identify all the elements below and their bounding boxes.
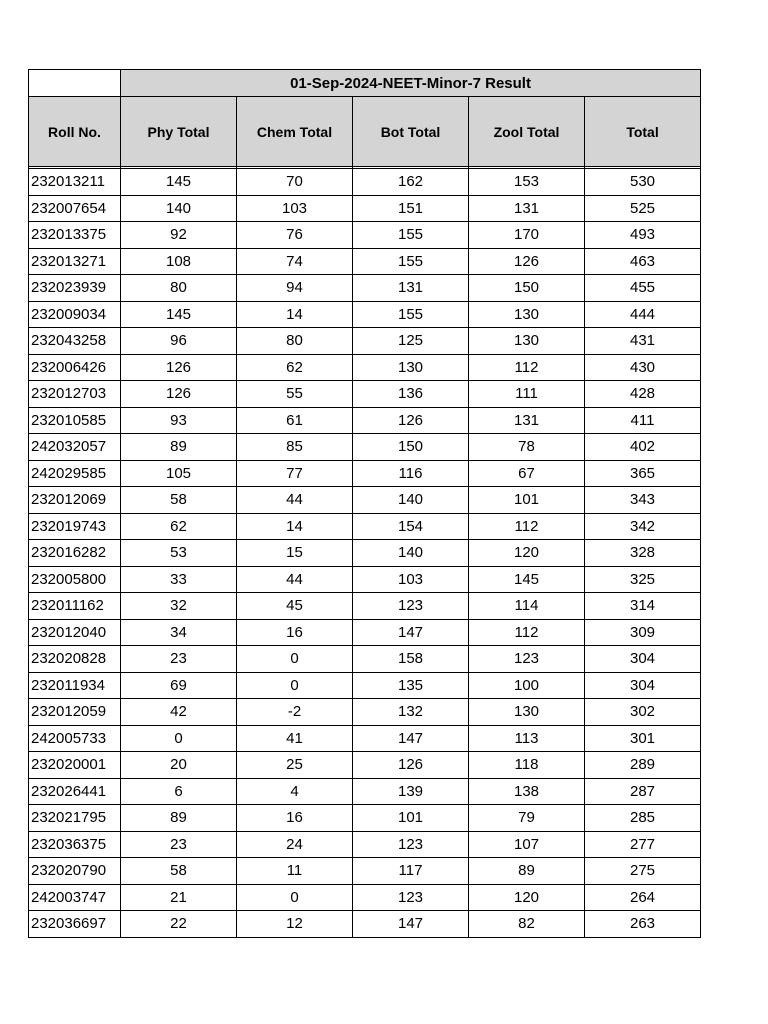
chem-total-cell: 74: [237, 248, 353, 275]
bot-total-cell: 126: [353, 752, 469, 779]
table-row: [29, 831, 701, 858]
zool-total-cell: 78: [469, 434, 585, 461]
chem-total-cell: 76: [237, 222, 353, 249]
zool-total-cell: 145: [469, 566, 585, 593]
chem-total-cell: 44: [237, 566, 353, 593]
bot-total-cell: 103: [353, 566, 469, 593]
bot-total-cell: 147: [353, 911, 469, 938]
roll-no-cell: 232013211: [29, 169, 121, 196]
bot-total-cell: 136: [353, 381, 469, 408]
total-cell: 342: [585, 513, 701, 540]
zool-total-cell: 131: [469, 195, 585, 222]
phy-total-cell: 58: [121, 858, 237, 885]
chem-total-cell: 44: [237, 487, 353, 514]
phy-total-cell: 126: [121, 381, 237, 408]
phy-total-cell: 21: [121, 884, 237, 911]
total-cell: 287: [585, 778, 701, 805]
zool-total-cell: 100: [469, 672, 585, 699]
bot-total-cell: 154: [353, 513, 469, 540]
chem-total-cell: 61: [237, 407, 353, 434]
total-cell: 309: [585, 619, 701, 646]
bot-total-cell: 147: [353, 619, 469, 646]
phy-total-cell: 53: [121, 540, 237, 567]
roll-no-cell: 242032057: [29, 434, 121, 461]
header-zool-total: Zool Total: [469, 97, 585, 167]
phy-total-cell: 32: [121, 593, 237, 620]
phy-total-cell: 89: [121, 805, 237, 832]
phy-total-cell: 22: [121, 911, 237, 938]
phy-total-cell: 23: [121, 646, 237, 673]
bot-total-cell: 123: [353, 884, 469, 911]
phy-total-cell: 93: [121, 407, 237, 434]
header-bot-total: Bot Total: [353, 97, 469, 167]
phy-total-cell: 105: [121, 460, 237, 487]
total-cell: 314: [585, 593, 701, 620]
chem-total-cell: 24: [237, 831, 353, 858]
total-cell: 430: [585, 354, 701, 381]
phy-total-cell: 69: [121, 672, 237, 699]
zool-total-cell: 113: [469, 725, 585, 752]
bot-total-cell: 123: [353, 593, 469, 620]
chem-total-cell: 103: [237, 195, 353, 222]
table-row: [29, 619, 701, 646]
chem-total-cell: 55: [237, 381, 353, 408]
zool-total-cell: 130: [469, 301, 585, 328]
zool-total-cell: 107: [469, 831, 585, 858]
chem-total-cell: 45: [237, 593, 353, 620]
roll-no-cell: 232016282: [29, 540, 121, 567]
roll-no-cell: 232012040: [29, 619, 121, 646]
phy-total-cell: 145: [121, 301, 237, 328]
chem-total-cell: 15: [237, 540, 353, 567]
total-cell: 325: [585, 566, 701, 593]
table-row: [29, 169, 701, 196]
roll-no-cell: 232006426: [29, 354, 121, 381]
roll-no-cell: 232021795: [29, 805, 121, 832]
bot-total-cell: 140: [353, 540, 469, 567]
total-cell: 343: [585, 487, 701, 514]
total-cell: 263: [585, 911, 701, 938]
roll-no-cell: 232009034: [29, 301, 121, 328]
roll-no-cell: 232010585: [29, 407, 121, 434]
table-row: [29, 513, 701, 540]
table-row: [29, 540, 701, 567]
zool-total-cell: 101: [469, 487, 585, 514]
zool-total-cell: 126: [469, 248, 585, 275]
bot-total-cell: 123: [353, 831, 469, 858]
bot-total-cell: 139: [353, 778, 469, 805]
zool-total-cell: 130: [469, 328, 585, 355]
phy-total-cell: 126: [121, 354, 237, 381]
bot-total-cell: 155: [353, 248, 469, 275]
total-cell: 431: [585, 328, 701, 355]
chem-total-cell: 14: [237, 301, 353, 328]
total-cell: 304: [585, 646, 701, 673]
total-cell: 463: [585, 248, 701, 275]
zool-total-cell: 111: [469, 381, 585, 408]
total-cell: 289: [585, 752, 701, 779]
roll-no-cell: 232005800: [29, 566, 121, 593]
phy-total-cell: 96: [121, 328, 237, 355]
header-row: [29, 97, 701, 167]
table-row: [29, 195, 701, 222]
bot-total-cell: 130: [353, 354, 469, 381]
chem-total-cell: 41: [237, 725, 353, 752]
zool-total-cell: 170: [469, 222, 585, 249]
bot-total-cell: 140: [353, 487, 469, 514]
bot-total-cell: 155: [353, 301, 469, 328]
zool-total-cell: 67: [469, 460, 585, 487]
roll-no-cell: 242029585: [29, 460, 121, 487]
total-cell: 275: [585, 858, 701, 885]
total-cell: 365: [585, 460, 701, 487]
bot-total-cell: 117: [353, 858, 469, 885]
bot-total-cell: 162: [353, 169, 469, 196]
table-row: [29, 884, 701, 911]
roll-no-cell: 232043258: [29, 328, 121, 355]
total-cell: 455: [585, 275, 701, 302]
phy-total-cell: 80: [121, 275, 237, 302]
table-row: [29, 381, 701, 408]
table-row: [29, 354, 701, 381]
zool-total-cell: 112: [469, 619, 585, 646]
phy-total-cell: 34: [121, 619, 237, 646]
zool-total-cell: 82: [469, 911, 585, 938]
total-cell: 264: [585, 884, 701, 911]
chem-total-cell: 11: [237, 858, 353, 885]
chem-total-cell: 14: [237, 513, 353, 540]
chem-total-cell: 70: [237, 169, 353, 196]
chem-total-cell: 0: [237, 884, 353, 911]
roll-no-cell: 232013271: [29, 248, 121, 275]
zool-total-cell: 131: [469, 407, 585, 434]
roll-no-cell: 232012059: [29, 699, 121, 726]
zool-total-cell: 120: [469, 540, 585, 567]
zool-total-cell: 89: [469, 858, 585, 885]
bot-total-cell: 158: [353, 646, 469, 673]
table-row: [29, 248, 701, 275]
roll-no-cell: 232020001: [29, 752, 121, 779]
phy-total-cell: 140: [121, 195, 237, 222]
table-row: [29, 858, 701, 885]
table-row: [29, 328, 701, 355]
chem-total-cell: 25: [237, 752, 353, 779]
phy-total-cell: 20: [121, 752, 237, 779]
zool-total-cell: 114: [469, 593, 585, 620]
bot-total-cell: 150: [353, 434, 469, 461]
roll-no-cell: 232020828: [29, 646, 121, 673]
table-title: 01-Sep-2024-NEET-Minor-7 Result: [121, 70, 701, 97]
zool-total-cell: 123: [469, 646, 585, 673]
total-cell: 277: [585, 831, 701, 858]
table-row: [29, 487, 701, 514]
zool-total-cell: 120: [469, 884, 585, 911]
table-row: [29, 778, 701, 805]
zool-total-cell: 150: [469, 275, 585, 302]
bot-total-cell: 132: [353, 699, 469, 726]
table-row: [29, 593, 701, 620]
phy-total-cell: 92: [121, 222, 237, 249]
chem-total-cell: 94: [237, 275, 353, 302]
chem-total-cell: 4: [237, 778, 353, 805]
chem-total-cell: 0: [237, 672, 353, 699]
phy-total-cell: 0: [121, 725, 237, 752]
chem-total-cell: 16: [237, 805, 353, 832]
roll-no-cell: 232011934: [29, 672, 121, 699]
zool-total-cell: 138: [469, 778, 585, 805]
bot-total-cell: 155: [353, 222, 469, 249]
zool-total-cell: 79: [469, 805, 585, 832]
phy-total-cell: 62: [121, 513, 237, 540]
table-row: [29, 699, 701, 726]
zool-total-cell: 112: [469, 354, 585, 381]
table-row: [29, 407, 701, 434]
phy-total-cell: 33: [121, 566, 237, 593]
roll-no-cell: 232020790: [29, 858, 121, 885]
total-cell: 444: [585, 301, 701, 328]
table-row: [29, 301, 701, 328]
phy-total-cell: 58: [121, 487, 237, 514]
bot-total-cell: 125: [353, 328, 469, 355]
roll-no-cell: 242003747: [29, 884, 121, 911]
table-row: [29, 672, 701, 699]
total-cell: 304: [585, 672, 701, 699]
phy-total-cell: 42: [121, 699, 237, 726]
table-row: [29, 805, 701, 832]
phy-total-cell: 89: [121, 434, 237, 461]
roll-no-cell: 232019743: [29, 513, 121, 540]
result-table-body: [29, 70, 701, 938]
total-cell: 402: [585, 434, 701, 461]
table-row: [29, 646, 701, 673]
zool-total-cell: 118: [469, 752, 585, 779]
zool-total-cell: 112: [469, 513, 585, 540]
chem-total-cell: -2: [237, 699, 353, 726]
phy-total-cell: 23: [121, 831, 237, 858]
roll-no-cell: 232007654: [29, 195, 121, 222]
table-row: [29, 752, 701, 779]
total-cell: 302: [585, 699, 701, 726]
header-total: Total: [585, 97, 701, 167]
roll-no-cell: 232012703: [29, 381, 121, 408]
roll-no-cell: 232013375: [29, 222, 121, 249]
chem-total-cell: 85: [237, 434, 353, 461]
table-row: [29, 566, 701, 593]
roll-no-cell: 232011162: [29, 593, 121, 620]
total-cell: 428: [585, 381, 701, 408]
bot-total-cell: 147: [353, 725, 469, 752]
chem-total-cell: 62: [237, 354, 353, 381]
table-row: [29, 725, 701, 752]
title-blank-cell: [29, 70, 121, 97]
phy-total-cell: 6: [121, 778, 237, 805]
bot-total-cell: 151: [353, 195, 469, 222]
bot-total-cell: 116: [353, 460, 469, 487]
phy-total-cell: 108: [121, 248, 237, 275]
zool-total-cell: 153: [469, 169, 585, 196]
total-cell: 285: [585, 805, 701, 832]
zool-total-cell: 130: [469, 699, 585, 726]
table-row: [29, 911, 701, 938]
roll-no-cell: 232023939: [29, 275, 121, 302]
bot-total-cell: 126: [353, 407, 469, 434]
chem-total-cell: 80: [237, 328, 353, 355]
total-cell: 328: [585, 540, 701, 567]
header-phy-total: Phy Total: [121, 97, 237, 167]
header-chem-total: Chem Total: [237, 97, 353, 167]
table-row: [29, 275, 701, 302]
table-row: [29, 222, 701, 249]
chem-total-cell: 16: [237, 619, 353, 646]
roll-no-cell: 232012069: [29, 487, 121, 514]
bot-total-cell: 131: [353, 275, 469, 302]
total-cell: 301: [585, 725, 701, 752]
roll-no-cell: 232036375: [29, 831, 121, 858]
header-roll-no: Roll No.: [29, 97, 121, 167]
bot-total-cell: 101: [353, 805, 469, 832]
result-table: [28, 69, 701, 938]
table-row: [29, 460, 701, 487]
phy-total-cell: 145: [121, 169, 237, 196]
roll-no-cell: 232036697: [29, 911, 121, 938]
total-cell: 530: [585, 169, 701, 196]
roll-no-cell: 242005733: [29, 725, 121, 752]
chem-total-cell: 77: [237, 460, 353, 487]
roll-no-cell: 232026441: [29, 778, 121, 805]
total-cell: 493: [585, 222, 701, 249]
total-cell: 411: [585, 407, 701, 434]
bot-total-cell: 135: [353, 672, 469, 699]
total-cell: 525: [585, 195, 701, 222]
chem-total-cell: 12: [237, 911, 353, 938]
chem-total-cell: 0: [237, 646, 353, 673]
table-row: [29, 434, 701, 461]
title-row: [29, 70, 701, 97]
